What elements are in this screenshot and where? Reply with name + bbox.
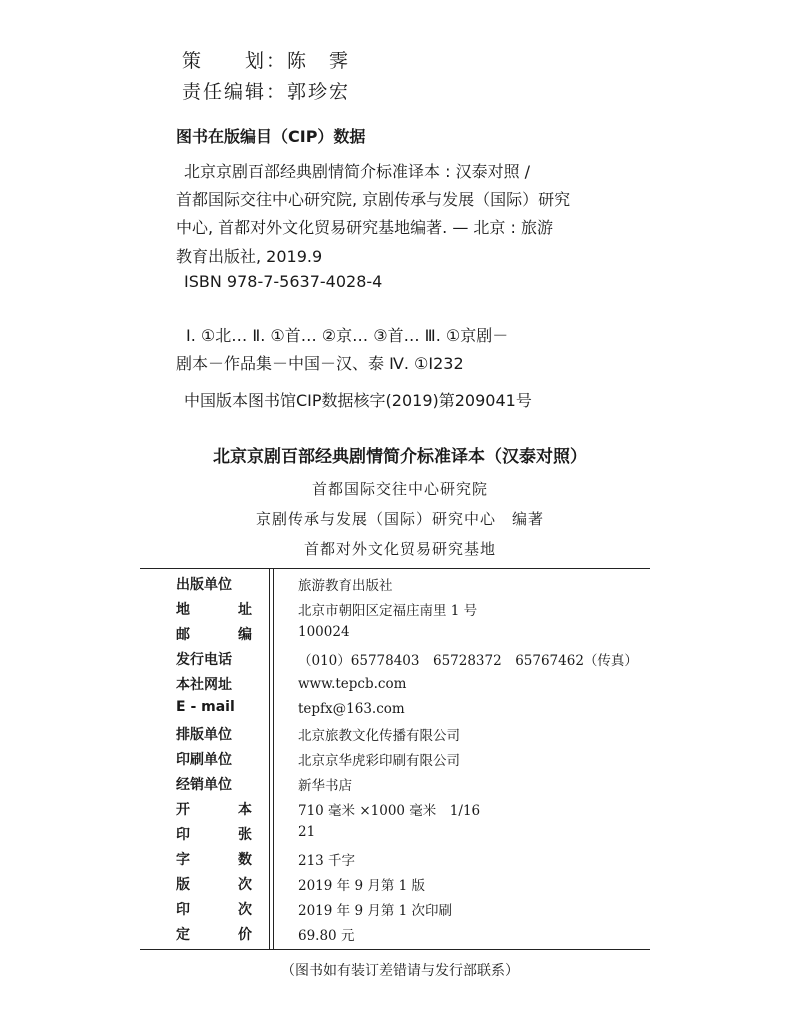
editor-name: 郭珍宏	[287, 81, 351, 103]
author-line: 京剧传承与发展（国际）研究中心 编著	[255, 510, 544, 528]
info-label	[176, 599, 252, 619]
info-label	[176, 899, 252, 919]
info-label: 排版单位	[176, 727, 232, 743]
info-label-char: 邮	[176, 627, 190, 643]
planner-credit	[182, 46, 350, 73]
isbn: ISBN 978-7-5637-4028-4	[184, 272, 383, 291]
cip-line: 首都国际交往中心研究院, 京剧传承与发展（国际）研究	[176, 190, 571, 209]
info-label: 发行电话	[176, 652, 232, 668]
info-label	[176, 624, 252, 644]
info-value: 北京京华虎彩印刷有限公司	[298, 753, 460, 769]
info-label-char: 次	[238, 877, 252, 893]
info-value: 2019 年 9 月第 1 版	[298, 878, 425, 894]
info-value: （010）65778403 65728372 65767462（传真）	[298, 653, 638, 669]
classification-line: 剧本－作品集－中国－汉、泰 Ⅳ. ①I232	[176, 354, 464, 373]
cip-line: 北京京剧百部经典剧情简介标准译本 : 汉泰对照 /	[184, 162, 531, 181]
info-label-char: 次	[238, 902, 252, 918]
table-top-rule	[140, 568, 650, 569]
cip-line: 中心, 首都对外文化贸易研究基地编著. — 北京 : 旅游	[176, 218, 553, 237]
info-value: tepfx@163.com	[298, 701, 405, 717]
info-label-char: 数	[238, 852, 252, 868]
info-label	[176, 874, 252, 894]
info-value: 69.80 元	[298, 928, 355, 944]
info-label	[176, 924, 252, 944]
info-label-char: 编	[238, 627, 252, 643]
editor-label: 责任编辑：	[182, 81, 288, 103]
info-label-char: 本	[238, 802, 252, 818]
info-label: 印刷单位	[176, 752, 232, 768]
author-line: 首都国际交往中心研究院	[311, 480, 488, 498]
planner-label: 策 划：	[182, 50, 288, 72]
info-label-char: 印	[176, 902, 190, 918]
cip-number: 中国版本图书馆CIP数据核字(2019)第209041号	[184, 391, 532, 410]
info-label-char: 址	[238, 602, 252, 618]
info-value: 21	[298, 824, 316, 840]
info-value: 100024	[298, 624, 350, 640]
info-label	[176, 824, 252, 844]
info-label	[176, 799, 252, 819]
book-title: 北京京剧百部经典剧情简介标准译本（汉泰对照）	[213, 447, 587, 467]
info-value: 北京市朝阳区定福庄南里 1 号	[298, 603, 478, 619]
info-label: 本社网址	[176, 677, 232, 693]
info-value: 新华书店	[298, 778, 352, 794]
info-label	[176, 849, 252, 869]
cip-heading: 图书在版编目（CIP）数据	[176, 127, 366, 146]
footer-note: （图书如有装订差错请与发行部联系）	[281, 963, 519, 979]
table-divider	[273, 569, 274, 949]
classification-line: Ⅰ. ①北… Ⅱ. ①首… ②京… ③首… Ⅲ. ①京剧－	[186, 326, 509, 345]
info-value: 旅游教育出版社	[298, 578, 393, 594]
info-label-char: 版	[176, 877, 190, 893]
info-label-char: 定	[176, 927, 190, 943]
cip-line: 教育出版社, 2019.9	[176, 247, 323, 266]
info-value: 北京旅教文化传播有限公司	[298, 728, 460, 744]
info-value: 2019 年 9 月第 1 次印刷	[298, 903, 452, 919]
info-label-char: 印	[176, 827, 190, 843]
info-label-char: 字	[176, 852, 190, 868]
info-label-char: 价	[238, 927, 252, 943]
table-divider	[269, 569, 270, 949]
info-label: 出版单位	[176, 577, 232, 593]
table-bottom-rule	[140, 949, 650, 950]
info-label-char: 地	[176, 602, 190, 618]
info-label-char: 开	[176, 802, 190, 818]
info-label: E - mail	[176, 699, 235, 715]
planner-name: 陈 霁	[287, 50, 351, 72]
info-value: 213 千字	[298, 853, 356, 869]
editor-credit	[182, 77, 350, 104]
author-line: 首都对外文化贸易研究基地	[303, 540, 496, 558]
info-label-char: 张	[238, 827, 252, 843]
info-label: 经销单位	[176, 777, 232, 793]
info-value: www.tepcb.com	[298, 676, 407, 692]
info-value: 710 毫米 ×1000 毫米 1/16	[298, 803, 481, 819]
